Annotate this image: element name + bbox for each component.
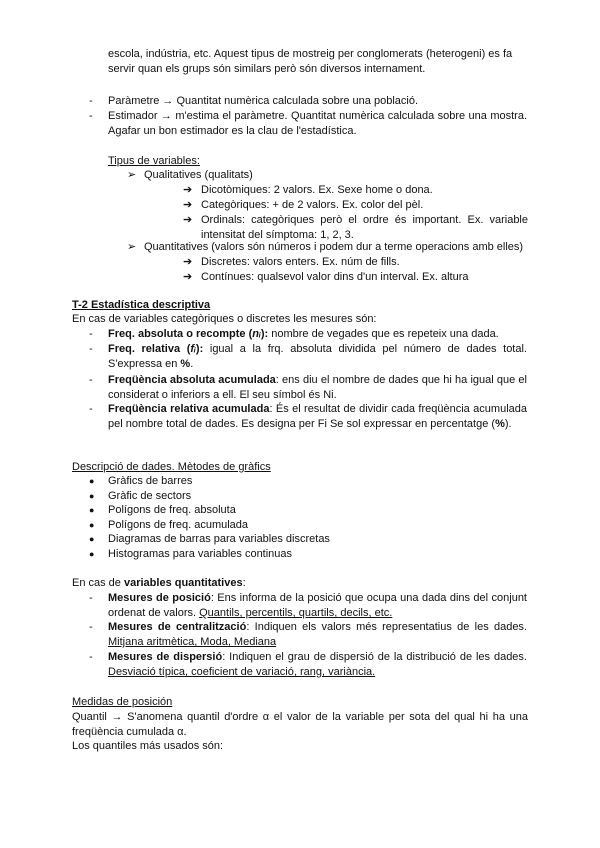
measure-term: Freq. absoluta o recompte ( xyxy=(108,328,253,340)
quant-measure-item xyxy=(89,591,527,621)
qualitative-item xyxy=(183,183,528,198)
quant-measure-text xyxy=(108,620,527,650)
qualitative-label: Qualitatives (qualitats) xyxy=(144,169,253,181)
graph-item-text: Polígons de freq. absoluta xyxy=(108,504,236,516)
arrowhead-icon: ➢ xyxy=(127,169,137,181)
measure-text xyxy=(108,402,527,432)
qualitative-item-text: Dicotòmiques: 2 valors. Ex. Sexe home o dona. xyxy=(201,184,433,196)
quant-measure-term: Mesures de posició xyxy=(108,592,211,604)
measure-item xyxy=(89,402,527,432)
measure-desc: : És el resultat de dividir cada freqüència acumulada pel nombre total de dades. Es designa per Fi Se sol expressar en percentatge ( xyxy=(108,403,527,430)
measure-item xyxy=(89,373,527,403)
quant-measure-examples: Desviació típica, coeficient de variació, rang, variància. xyxy=(108,666,376,678)
graph-list-item xyxy=(89,503,236,518)
quant-measure-text xyxy=(108,650,527,680)
quantitative-intro xyxy=(72,576,246,591)
arrow-right-icon: ➔ xyxy=(183,184,193,196)
bullet-icon: ● xyxy=(89,534,95,544)
graph-list-item xyxy=(89,518,248,533)
variable-types-heading: Tipus de variables: xyxy=(108,155,200,167)
quant-measure-desc: : Indiquen els valors més representatius de les dades. xyxy=(246,621,527,633)
qualitative-item xyxy=(183,198,528,213)
dash-marker: - xyxy=(89,592,93,604)
quantitative-item xyxy=(183,255,528,270)
intro-line: servir quan els grups són similars però són diversos internament. xyxy=(108,63,426,75)
quant-measure-term: Mesures de dispersió xyxy=(108,651,223,663)
definition-text: Estimador → m'estima el paràmetre. Quantitat numèrica calculada sobre una mostra. Agafar un bon estimador es la clau de l'estadística. xyxy=(108,110,527,137)
graph-item-text: Diagramas de barras para variables discretas xyxy=(108,533,330,545)
measure-term: Freqüència absoluta acumulada xyxy=(108,374,276,386)
measure-percent: % xyxy=(495,418,505,430)
measure-item xyxy=(89,327,527,342)
quant-measure-desc: : Ens informa de la posició que ocupa una dada dins del conjunt ordenat de valors. xyxy=(108,592,527,619)
dash-marker: - xyxy=(89,110,93,122)
dash-marker: - xyxy=(89,343,93,355)
quantitative-item-text: Contínues: qualsevol valor dins d'un interval. Ex. altura xyxy=(201,271,469,283)
dash-marker: - xyxy=(89,403,93,415)
quantitative-item-text: Discretes: valors enters. Ex. núm de fills. xyxy=(201,256,400,268)
measure-desc: igual a la frq. absoluta dividida pel número de dades total. S'expressa en xyxy=(108,343,527,370)
quantitative-group xyxy=(127,240,523,255)
section-title: T-2 Estadística descriptiva xyxy=(72,299,211,311)
quantitative-label: Quantitatives (valors són números i podem dur a terme operacions amb elles) xyxy=(144,241,524,253)
bullet-icon: ● xyxy=(89,491,95,501)
intro-paragraph xyxy=(108,47,528,77)
measure-text xyxy=(108,373,527,403)
graph-list-item xyxy=(89,474,192,489)
measure-text xyxy=(108,342,527,372)
quant-measure-examples: Mitjana aritmètica, Moda, Mediana xyxy=(108,636,277,648)
graph-item-text: Histogramas para variables continuas xyxy=(108,548,293,560)
bullet-icon: ● xyxy=(89,520,95,530)
quantitative-item xyxy=(183,270,528,285)
definition-parametre xyxy=(89,94,527,109)
dash-marker: - xyxy=(89,328,93,340)
measure-end: . xyxy=(190,358,194,370)
measure-term: Freq. relativa ( xyxy=(108,343,191,355)
measure-desc: : ens diu el nombre de dades que hi ha igual que el considerat o inferiors a ell. El seu símbol és Ni. xyxy=(108,374,527,401)
bullet-icon: ● xyxy=(89,549,95,559)
definition-estimador xyxy=(89,109,527,139)
graph-list-item xyxy=(89,532,330,547)
qualitative-item-text: Categòriques: + de 2 valors. Ex. color del pèl. xyxy=(201,199,424,211)
graph-item-text: Gràfics de barres xyxy=(108,475,193,487)
position-heading: Medidas de posición xyxy=(72,696,173,708)
measure-symbol: nᵢ xyxy=(252,328,261,340)
quant-measure-desc: : Indiquen el grau de dispersió de la distribució de les dades. xyxy=(222,651,527,663)
measure-term-end: ): xyxy=(195,343,204,355)
position-closing: Los quantiles más usados són: xyxy=(72,740,224,752)
measure-end: ). xyxy=(504,418,512,430)
intro-line: escola, indústria, etc. Aquest tipus de mostreig per conglomerats (heterogeni) es fa xyxy=(108,48,513,60)
arrow-right-icon: ➔ xyxy=(183,199,193,211)
definition-text: Paràmetre → Quantitat numèrica calculada sobre una població. xyxy=(108,95,419,107)
graph-item-text: Gràfic de sectors xyxy=(108,490,192,502)
dash-marker: - xyxy=(89,651,93,663)
arrow-right-icon: ➔ xyxy=(183,256,193,268)
quant-measure-examples: Quantils, percentils, quartils, decils, etc. xyxy=(199,607,393,619)
quant-measure-term: Mesures de centralització xyxy=(108,621,247,633)
quantitative-intro-start: En cas de xyxy=(72,577,124,589)
dash-marker: - xyxy=(89,374,93,386)
quant-measure-item xyxy=(89,620,527,650)
dash-marker: - xyxy=(89,95,93,107)
measure-text xyxy=(108,327,527,342)
arrow-right-icon: ➔ xyxy=(183,271,193,283)
dash-marker: - xyxy=(89,621,93,633)
measure-percent: % xyxy=(180,358,191,370)
graph-list-item xyxy=(89,489,191,504)
quant-measure-item xyxy=(89,650,527,680)
measure-desc: nombre de vegades que es repeteix una dada. xyxy=(268,328,499,340)
qualitative-item-text: Ordinals: categòriques però el ordre és important. Ex. variable intensitat del símptoma: 1, 2, 3. xyxy=(201,214,528,241)
arrowhead-icon: ➢ xyxy=(127,241,137,253)
quantitative-intro-bold: variables quantitatives xyxy=(123,577,243,589)
graph-list-item xyxy=(89,547,292,562)
section-intro: En cas de variables categòriques o discretes les mesures són: xyxy=(72,313,377,325)
measure-item xyxy=(89,342,527,372)
quantitative-intro-end: : xyxy=(242,577,246,589)
measure-term-end: ): xyxy=(260,328,269,340)
bullet-icon: ● xyxy=(89,476,95,486)
qualitative-item xyxy=(183,213,528,243)
measure-symbol: fᵢ xyxy=(190,343,196,355)
graph-item-text: Polígons de freq. acumulada xyxy=(108,519,249,531)
position-definition: Quantil → S'anomena quantil d'ordre α el valor de la variable per sota del qual hi ha una freqüència cumulada α. xyxy=(72,711,528,738)
qualitative-group xyxy=(127,168,253,183)
bullet-icon: ● xyxy=(89,505,95,515)
measure-term: Freqüència relativa acumulada xyxy=(108,403,270,415)
quant-measure-text xyxy=(108,591,527,621)
arrow-right-icon: ➔ xyxy=(183,214,193,226)
graphs-heading: Descripció de dades. Mètodes de gràfics xyxy=(72,461,271,473)
